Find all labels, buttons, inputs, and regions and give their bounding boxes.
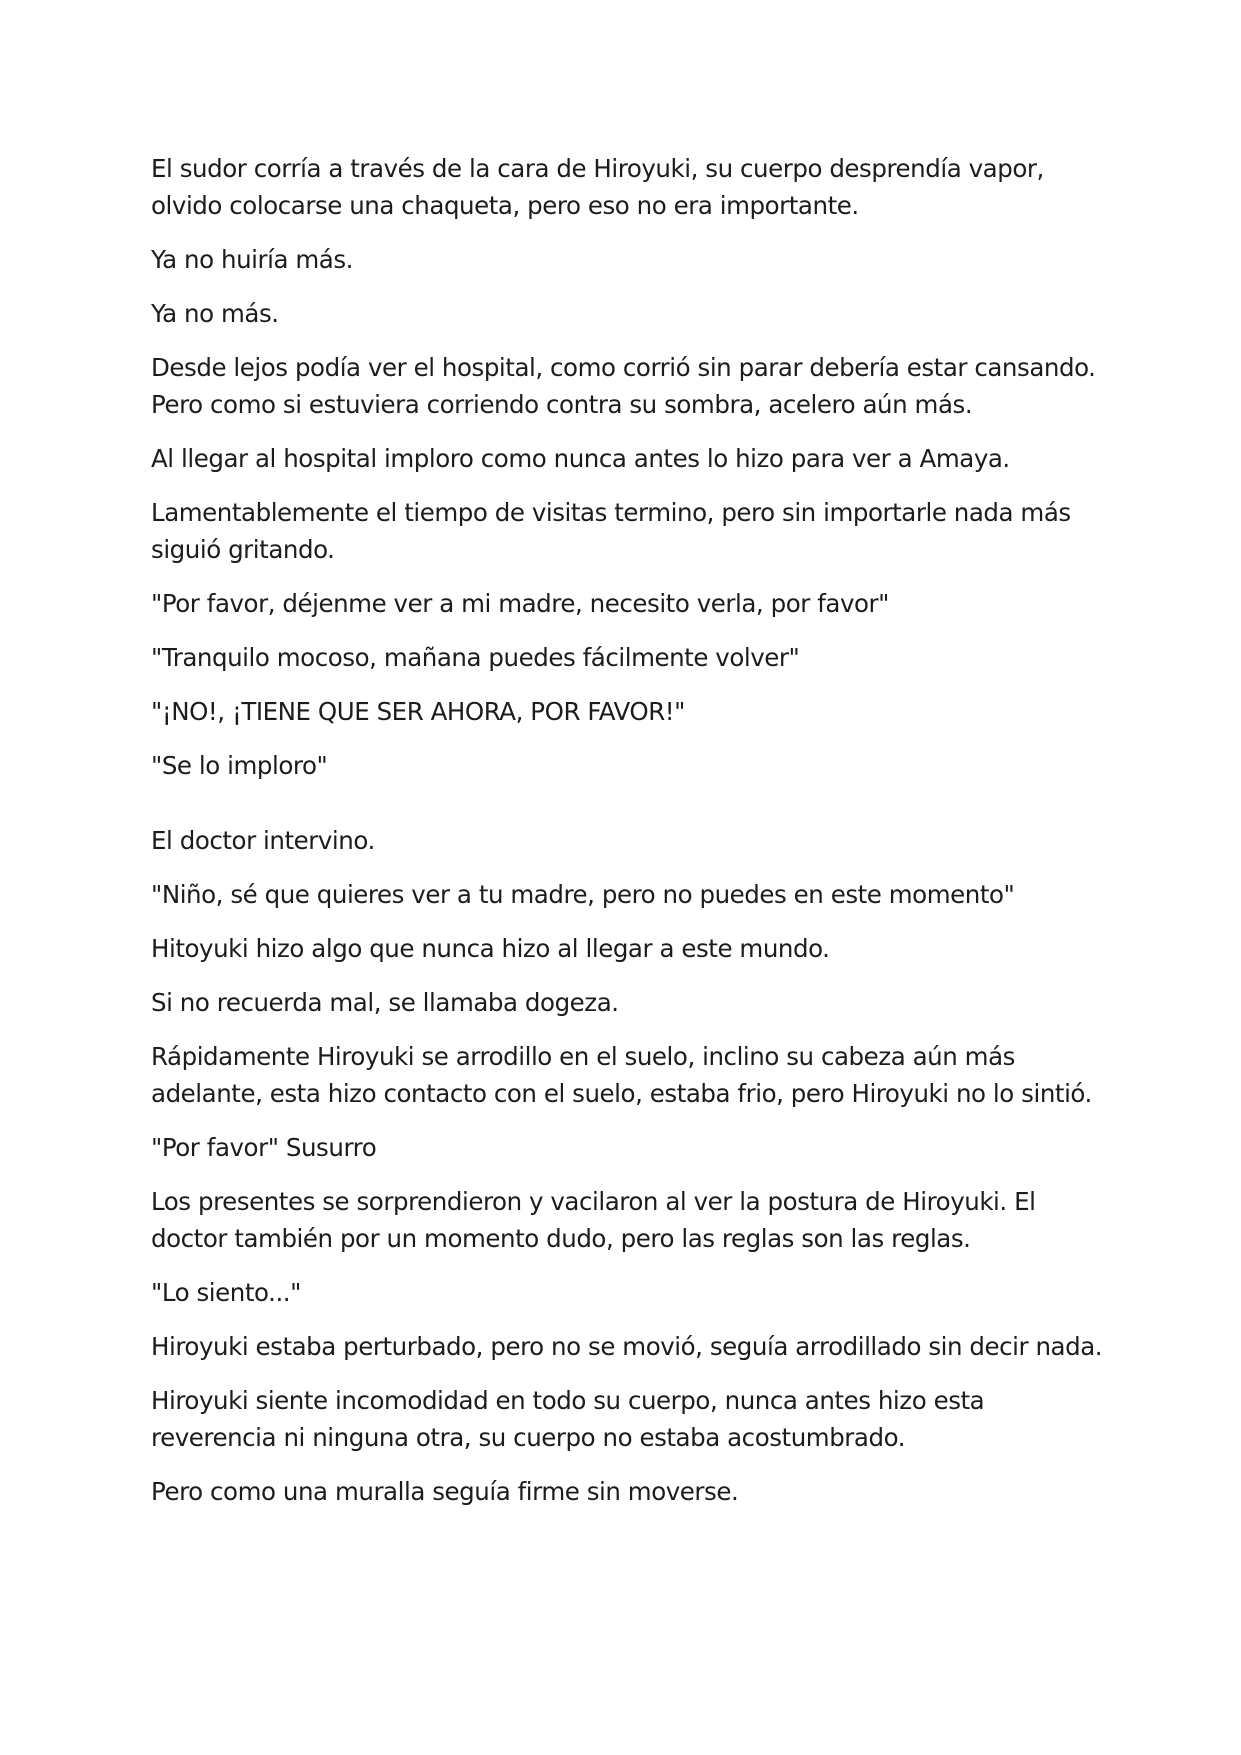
paragraph: El doctor intervino. <box>151 826 375 855</box>
dialogue-line: "¡NO!, ¡TIENE QUE SER AHORA, POR FAVOR!" <box>151 697 685 726</box>
paragraph: Los presentes se sorprendieron y vacilaron al ver la postura de Hiroyuki. El doctor también por un momento dudo, pero las reglas son las reglas. <box>151 1187 1036 1253</box>
paragraph: Lamentablemente el tiempo de visitas termino, pero sin importarle nada más siguió gritando. <box>151 498 1071 564</box>
paragraph: Ya no huiría más. <box>151 245 354 274</box>
paragraph: Hitoyuki hizo algo que nunca hizo al llegar a este mundo. <box>151 934 830 963</box>
paragraph: Rápidamente Hiroyuki se arrodillo en el suelo, inclino su cabeza aún más adelante, esta hizo contacto con el suelo, estaba frio, pero Hiroyuki no lo sintió. <box>151 1042 1092 1108</box>
dialogue-line: "Lo siento..." <box>151 1278 301 1307</box>
paragraph: Al llegar al hospital imploro como nunca antes lo hizo para ver a Amaya. <box>151 444 1010 473</box>
paragraph: Desde lejos podía ver el hospital, como corrió sin parar debería estar cansando. Pero como si estuviera corriendo contra su sombra, acelero aún más. <box>151 353 1096 419</box>
dialogue-line: "Tranquilo mocoso, mañana puedes fácilmente volver" <box>151 643 800 672</box>
paragraph: Hiroyuki siente incomodidad en todo su cuerpo, nunca antes hizo esta reverencia ni ninguna otra, su cuerpo no estaba acostumbrado. <box>151 1386 985 1452</box>
paragraph: Si no recuerda mal, se llamaba dogeza. <box>151 988 619 1017</box>
paragraph: El sudor corría a través de la cara de Hiroyuki, su cuerpo desprendía vapor, olvido colocarse una chaqueta, pero eso no era importante. <box>151 154 1044 220</box>
dialogue-line: "Por favor, déjenme ver a mi madre, necesito verla, por favor" <box>151 589 889 618</box>
paragraph: Hiroyuki estaba perturbado, pero no se movió, seguía arrodillado sin decir nada. <box>151 1332 1103 1361</box>
paragraph: Pero como una muralla seguía firme sin moverse. <box>151 1477 739 1506</box>
document-body <box>151 150 1111 1527</box>
dialogue-line: "Se lo imploro" <box>151 751 328 780</box>
dialogue-line: "Niño, sé que quieres ver a tu madre, pero no puedes en este momento" <box>151 880 1015 909</box>
paragraph: Ya no más. <box>151 299 279 328</box>
dialogue-line: "Por favor" Susurro <box>151 1133 377 1162</box>
